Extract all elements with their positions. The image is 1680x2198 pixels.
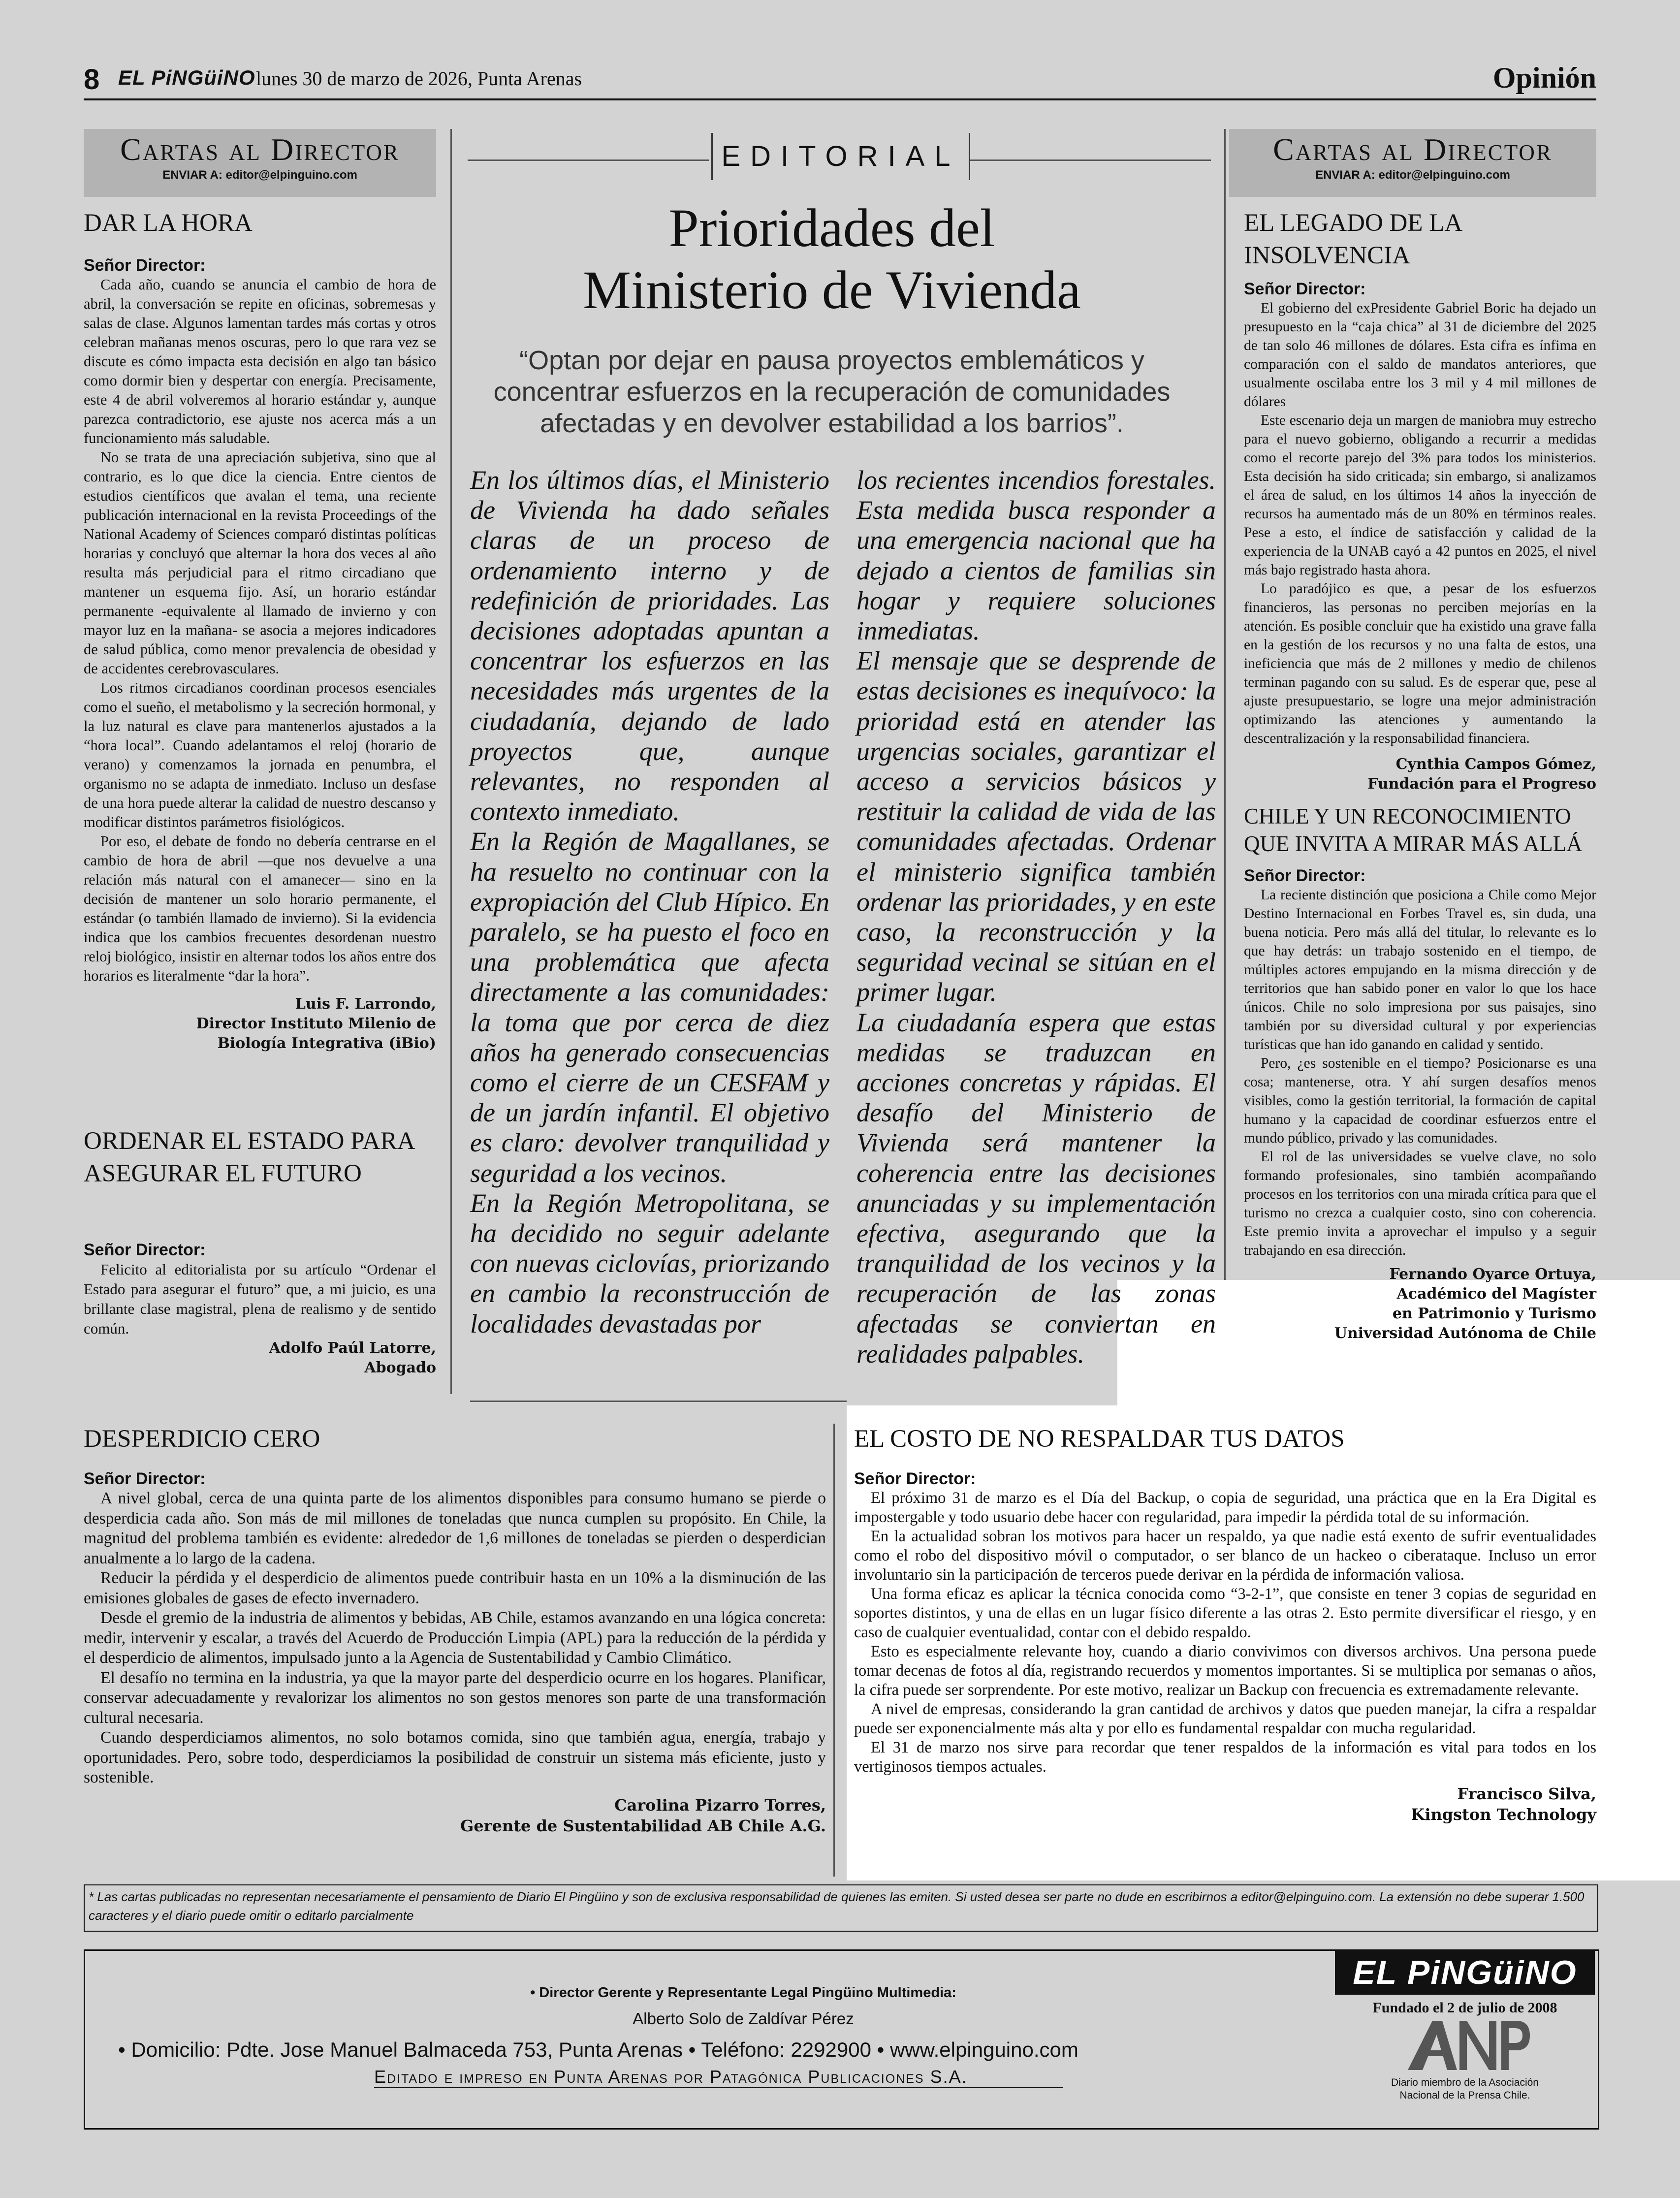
letter-body xyxy=(1244,280,1596,794)
section-name: Opinión xyxy=(1492,62,1596,94)
paragraph: En la actualidad sobran los motivos para hacer un respaldo, ya que nadie está exento de sufrir eventualidades como el robo del dispositivo móvil o computador, o ser blanco de un hackeo o ciberataque. Incluso un error involuntario sin la participación de terceros puede derivar en la pérdida de información valiosa. xyxy=(854,1528,1596,1584)
footer-logo-box xyxy=(1335,1950,1595,1995)
paragraph: El próximo 31 de marzo es el Día del Backup, o copia de seguridad, una práctica que en la Era Digital es impostergable y todo usuario debe hacer con regularidad, para impedir la pérdida total de su información. xyxy=(854,1489,1596,1526)
signature-name: Fernando Oyarce Ortuya, xyxy=(1389,1266,1596,1283)
anp-caption-line: Nacional de la Prensa Chile. xyxy=(1399,2090,1530,2101)
signature-line: Kingston Technology xyxy=(1411,1805,1596,1824)
paragraph: Por eso, el debate de fondo no debería centrarse en el cambio de hora de abril —que nos devuelve a una relación más natural con el amanecer— sino en la decisión de mantener un solo horario permanente, el estándar (o también llamado de invierno). Si la evidencia indica que los cambios frecuentes desordenan nuestro reloj biológico, insistir en alternar todos los años entre dos horarios es literalmente “dar la hora”. xyxy=(84,833,436,984)
editorial-paragraph: El mensaje que se desprende de estas decisiones es inequívoco: la prioridad está en atender las urgencias sociales, garantizar el acceso a servicios básicos y restituir la calidad de vida de las comunidades afectadas. Ordenar el ministerio significa también ordenar las prioridades, y en este caso, la reconstrucción y la seguridad vecinal se sitúan en el primer lugar. xyxy=(856,646,1216,1007)
letters-send-to: ENVIAR A: editor@elpinguino.com xyxy=(1315,168,1510,182)
letters-title: Cartas al Director xyxy=(120,132,400,167)
salutation: Señor Director: xyxy=(1244,866,1366,885)
editorial-quote: “Optan por dejar en pausa proyectos emblemáticos y concentrar esfuerzos en la recuperación de comunidades afectadas y en devolver estabilidad a los barrios”. xyxy=(493,346,1171,438)
column-rule-left xyxy=(450,129,452,1394)
letter-title: EL LEGADO DE LA INSOLVENCIA xyxy=(1244,209,1461,269)
letters-send-to: ENVIAR A: editor@elpinguino.com xyxy=(162,168,357,182)
signature-line: Gerente de Sustentabilidad AB Chile A.G. xyxy=(460,1816,826,1835)
footer-director-name: Alberto Solo de Zaldívar Pérez xyxy=(633,2009,854,2028)
letter-body xyxy=(84,1241,436,1378)
editorial-column-1 xyxy=(470,465,829,1339)
signature-name: Francisco Silva, xyxy=(1457,1784,1596,1803)
letter-title: EL COSTO DE NO RESPALDAR TUS DATOS xyxy=(854,1425,1345,1453)
signature-line: Universidad Autónoma de Chile xyxy=(1334,1325,1596,1342)
editorial-paragraph: La ciudadanía espera que estas medidas se traduzcan en acciones concretas y rápidas. El desafío del Ministerio de Vivienda será mantener la coherencia entre las decisiones anunciadas y su implementación efectiva, asegurando que la tranquilidad de los vecinos y la recuperación de las zonas afectadas se conviertan en realidades palpables. xyxy=(856,1007,1216,1369)
paragraph: Lo paradójico es que, a pesar de los esfuerzos financieros, las personas no perciben mejorías en la atención. Es posible concluir que ha existido una grave falla en la gestión de los recursos y no una falta de estos, una ineficiencia que más de 2 millones y medio de chilenos terminan pagando con su salud. Es de esperar que, pese al ajuste presupuestario, se logre una mejor administración optimizando las atenciones y aumentando la descentralización y la responsabilidad financiera. xyxy=(1244,581,1596,746)
footer-address: • Domicilio: Pdte. Jose Manuel Balmaceda 753, Punta Arenas • Teléfono: 2292900 • www.elpinguino.com xyxy=(118,2038,1078,2061)
signature-name: Adolfo Paúl Latorre, xyxy=(269,1339,436,1357)
paragraph: A nivel de empresas, considerando la gran cantidad de archivos y datos que pueden manejar, la cifra a respaldar puede ser exponencialmente más alta y por ello es fundamental respaldar con mucha regularidad. xyxy=(854,1700,1596,1737)
paragraph: Cada año, cuando se anuncia el cambio de hora de abril, la conversación se repite en oficinas, sobremesas y salas de clase. Algunos lamentan tardes más cortas y otros celebran mañanas menos oscuras, pero lo que rara vez se discute es cómo impacta esta decisión en algo tan básico como dormir bien y despertar con energía. Precisamente, este 4 de abril volveremos al horario estándar y, aunque parezca contradictorio, ese ajuste nos acerca más a un funcionamiento más saludable. xyxy=(84,276,436,446)
paragraph: Reducir la pérdida y el desperdicio de alimentos puede contribuir hasta en un 10% a la disminución de las emisiones globales de gases de efecto invernadero. xyxy=(84,1569,826,1607)
paragraph: Este escenario deja un margen de maniobra muy estrecho para el nuevo gobierno, obligando a recurrir a medidas como el recorte parejo del 3% para todos los ministerios. Esta decisión ha sido criticada; sin embargo, si analizamos el área de salud, en los últimos 14 años la inyección de recursos ha aumentado más de un 80% en términos reales. Pese a esto, el índice de satisfacción y calidad de la experiencia de la UNAB cayó a 42 puntos en 2025, el nivel más bajo registrado hasta ahora. xyxy=(1244,413,1596,578)
paragraph: El 31 de marzo nos sirve para recordar que tener respaldos de la información es vital para todos en los vertiginosos tiempos actuales. xyxy=(854,1739,1596,1776)
top-rule xyxy=(84,98,1596,100)
brand-logo-small: EL PiNGüiNO xyxy=(118,66,255,89)
footer-printed-by: Editado e impreso en Punta Arenas por Patagónica Publicaciones S.A. xyxy=(374,2067,1063,2088)
signature-line: en Patrimonio y Turismo xyxy=(1392,1305,1596,1322)
letter-body xyxy=(84,1469,826,1836)
anp-logo-icon xyxy=(1403,2016,1531,2075)
editorial-rule-right xyxy=(970,159,1211,161)
editorial-label-box xyxy=(711,133,970,180)
editorial-label: EDITORIAL xyxy=(721,140,960,172)
date-line: lunes 30 de marzo de 2026, Punta Arenas xyxy=(256,67,582,90)
paragraph: Desde el gremio de la industria de alimentos y bebidas, AB Chile, estamos avanzando en una lógica concreta: medir, intervenir y escalar, a través del Acuerdo de Producción Limpia (APL) para la reducción de la pérdida y el desperdicio de alimentos, impulsado junto a la Agencia de Sustentabilidad y Cambio Climático. xyxy=(84,1609,826,1667)
paragraph: Felicito al editorialista por su artículo “Ordenar el Estado para asegurar el futuro” que, a mi juicio, es una brillante clase magistral, plena de realismo y de sentido común. xyxy=(84,1261,436,1337)
paragraph: Los ritmos circadianos coordinan procesos esenciales como el sueño, el metabolismo y la secreción hormonal, y la luz natural es clave para mantenerlos ajustados a la “hora local”. Cuando adelantamos el reloj (horario de verano) y comenzamos la jornada en penumbra, el organismo no se adapta de inmediato. Incluso un desfase de una hora puede alterar la calidad de nuestro descanso y modificar distintos parámetros fisiológicos. xyxy=(84,679,436,830)
column-rule-bottom xyxy=(833,1424,835,1877)
signature-line: Biología Integrativa (iBio) xyxy=(217,1035,436,1052)
anp-caption xyxy=(1335,2076,1595,2102)
salutation: Señor Director: xyxy=(84,1469,206,1488)
signature-name: Carolina Pizarro Torres, xyxy=(614,1795,826,1815)
paragraph: El desafío no termina en la industria, ya que la mayor parte del desperdicio ocurre en los hogares. Planificar, conservar adecuadamente y revalorizar los alimentos no son gestos menores son parte de una transformación cultural necesaria. xyxy=(84,1668,826,1727)
paragraph: El rol de las universidades se vuelve clave, no solo formando profesionales, sino también acompañando procesos en los territorios con una mirada crítica para que el turismo no crezca a cualquier costo, sino con coherencia. Este premio invita a aprovechar el impulso y a seguir trabajando en esa dirección. xyxy=(1244,1149,1596,1258)
letter-title: DAR LA HORA xyxy=(84,209,253,237)
editorial-title xyxy=(473,197,1191,321)
paragraph: Cuando desperdiciamos alimentos, no solo botamos comida, sino que también agua, energía, trabajo y oportunidades. Pero, sobre todo, desperdiciamos la posibilidad de construir un sistema más eficiente, justo y sostenible. xyxy=(84,1728,826,1786)
letter-body xyxy=(1244,866,1596,1343)
signature-line: Director Instituto Milenio de xyxy=(196,1015,436,1032)
paragraph: La reciente distinción que posiciona a Chile como Mejor Destino Internacional en Forbes Travel es, sin duda, una buena noticia. Pero más allá del titular, lo relevante es lo que hay detrás: un trabajo sostenido en el tiempo, de múltiples actores empujando en la misma dirección y de territorios que han sabido poner en valor lo que los hace únicos. Chile no solo impresiona por sus paisajes, sino también por su diversidad cultural y por experiencias turísticas que han ido ganando en calidad y sentido. xyxy=(1244,887,1596,1052)
salutation: Señor Director: xyxy=(1244,280,1366,298)
editorial-title-line: Prioridades del xyxy=(668,198,995,258)
signature-line: Fundación para el Progreso xyxy=(1367,775,1596,793)
signature-name: Cynthia Campos Gómez, xyxy=(1395,756,1596,773)
column-rule-right xyxy=(1224,129,1226,1394)
letters-header-left xyxy=(84,129,436,197)
paragraph: Pero, ¿es sostenible en el tiempo? Posicionarse es una cosa; mantenerse, otra. Y ahí surgen desafíos menos visibles, como la gestión territorial, la formación de capital humano y la capacidad de coordinar esfuerzos entre el mundo público, privado y las comunidades. xyxy=(1244,1055,1596,1146)
footer-logo: EL PiNGüiNO xyxy=(1353,1954,1577,1991)
disclaimer: * Las cartas publicadas no representan necesariamente el pensamiento de Diario El Pingüino y son de exclusiva responsabilidad de quienes las emiten. Si usted desea ser parte no dude en escribirnos a editor@elpinguino.com. La extensión no debe superar 1.500 caracteres y el diario puede omitir o editarlo parcialmente xyxy=(89,1889,1585,1923)
letters-header-right xyxy=(1229,129,1596,197)
editorial-paragraph: En la Región de Magallanes, se ha resuelto no continuar con la expropiación del Club Hípico. En paralelo, se ha puesto el foco en una problemática que afecta directamente a las comunidades: la toma que por cerca de diez años ha generado consecuencias como el cierre de un CESFAM y de un jardín infantil. El objetivo es claro: devolver tranquilidad y seguridad a los vecinos. xyxy=(470,827,829,1188)
letter-title: CHILE Y UN RECONOCIMIENTO QUE INVITA A MIRAR MÁS ALLÁ xyxy=(1244,804,1583,856)
editorial-paragraph: los recientes incendios forestales. Esta medida busca responder a una emergencia nacional que ha dejado a cientos de familias sin hogar y requiere soluciones inmediatas. xyxy=(856,465,1216,646)
letters-title: Cartas al Director xyxy=(1273,132,1553,167)
anp-caption-line: Diario miembro de la Asociación xyxy=(1391,2077,1539,2088)
paragraph: El gobierno del exPresidente Gabriel Boric ha dejado un presupuesto en la “caja chica” al 31 de diciembre del 2025 de tan solo 46 millones de dólares. Esta cifra es ínfima en comparación con el saldo de mandatos anteriores, que usualmente oscilaba entre los 3 mil y 4 mil millones de dólares xyxy=(1244,300,1596,410)
letter-title: ORDENAR EL ESTADO PARA ASEGURAR EL FUTURO xyxy=(84,1127,414,1187)
editorial-column-2 xyxy=(856,465,1216,1369)
signature-line: Abogado xyxy=(364,1359,436,1376)
signature-line: Académico del Magíster xyxy=(1396,1285,1596,1303)
paragraph: Esto es especialmente relevante hoy, cuando a diario convivimos con diversos archivos. Una persona puede tomar decenas de fotos al día, registrando recuerdos y momentos importantes. Si se multiplica por semanas o años, la cifra puede ser sorprendente. Por este motivo, realizar un Backup con frecuencia es extremadamente relevante. xyxy=(854,1643,1596,1699)
paragraph: No se trata de una apreciación subjetiva, sino que al contrario, es lo que dice la ciencia. Entre cientos de estudios científicos que avalan el tema, una reciente publicación internacional en la revista Proceedings of the National Academy of Sciences comparó distintas políticas horarias y concluyó que alternar la hora dos veces al año resulta más perjudicial para el ritmo circadiano que mantener un esquema fijo. Así, un horario estándar permanente -equivalente al llamado de invierno y con mayor luz en la mañana- se asocia a mejores indicadores de salud pública, como menor prevalencia de obesidad y de accidentes cerebrovasculares. xyxy=(84,449,436,677)
editorial-paragraph: En los últimos días, el Ministerio de Vivienda ha dado señales claras de un proceso de ordenamiento interno y de redefinición de prioridades. Las decisiones adoptadas apuntan a concentrar los esfuerzos en las necesidades más urgentes de la ciudadanía, dejando de lado proyectos que, aunque relevantes, no responden al contexto inmediato. xyxy=(470,465,829,827)
letter-body xyxy=(84,256,436,1053)
letter-body xyxy=(854,1469,1596,1825)
editorial-rule-left xyxy=(468,159,709,161)
salutation: Señor Director: xyxy=(84,256,206,275)
page-number: 8 xyxy=(84,64,100,96)
paragraph: Una forma eficaz es aplicar la técnica conocida como “3-2-1”, que consiste en tener 3 copias de seguridad en soportes distintos, y una de ellas en un lugar físico diferente a las otras 2. Esto permite diversificar el riesgo, y en caso de cualquier eventualidad, contar con el debido respaldo. xyxy=(854,1585,1596,1641)
footer-founded: Fundado el 2 de julio de 2008 xyxy=(1372,2000,1557,2016)
salutation: Señor Director: xyxy=(84,1241,206,1259)
salutation: Señor Director: xyxy=(854,1469,976,1488)
paragraph: A nivel global, cerca de una quinta parte de los alimentos disponibles para consumo humano se pierde o desperdicia cada año. Son más de mil millones de toneladas que nunca cumplen su propósito. En Chile, la magnitud del problema también es evidente: alrededor de 1,6 millones de toneladas se pierden o desperdician anualmente a lo largo de la cadena. xyxy=(84,1489,826,1567)
editorial-title-line: Ministerio de Vivienda xyxy=(583,260,1081,320)
footer-director-label: • Director Gerente y Representante Legal Pingüino Multimedia: xyxy=(530,1985,956,2001)
signature-name: Luis F. Larrondo, xyxy=(295,995,436,1013)
letter-title: DESPERDICIO CERO xyxy=(84,1425,320,1453)
editorial-paragraph: En la Región Metropolitana, se ha decidido no seguir adelante con nuevas ciclovías, priorizando en cambio la reconstrucción de localidades devastadas por xyxy=(470,1188,829,1338)
